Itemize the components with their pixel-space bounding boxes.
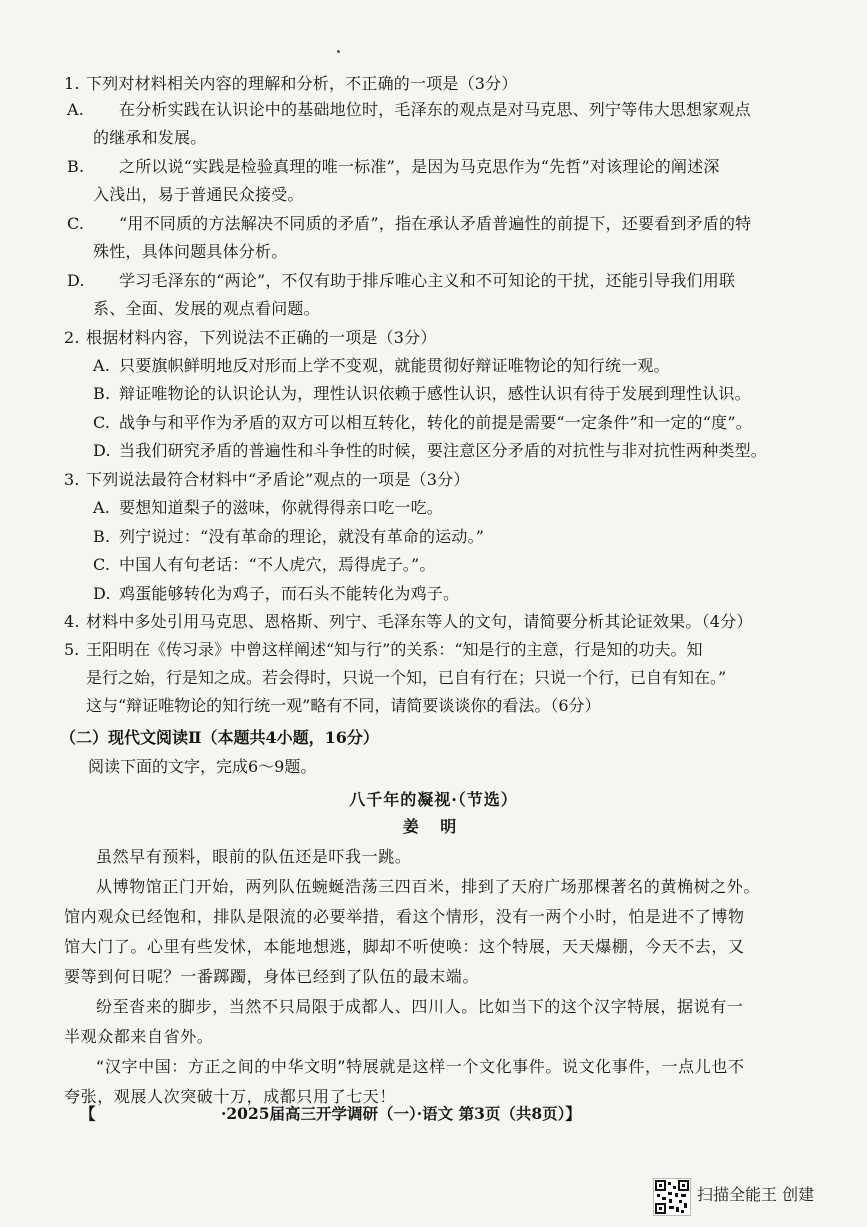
q2-option-a: [93, 352, 763, 380]
article-paragraph: [64, 872, 764, 992]
q2-option-c: [93, 409, 793, 437]
article-author: 姜 明: [402, 817, 465, 836]
question-number: 5.: [64, 640, 80, 659]
option-letter: D.: [67, 271, 85, 290]
question-2: [64, 324, 824, 352]
option-text-continued: 殊性，具体问题具体分析。: [93, 242, 288, 261]
question-number: 2.: [64, 328, 80, 347]
question-number: 3.: [64, 470, 80, 489]
option-text: 只要旗帜鲜明地反对形而上学不变观，就能贯彻好辩证唯物论的知行统一观。: [119, 356, 670, 375]
question-number: 1.: [64, 74, 80, 93]
paragraph-line: 从博物馆正门开始，两列队伍蜿蜒浩荡三四百米，排到了天府广场那棵著名的黄桷树之外。: [96, 877, 761, 896]
option-text: 学习毛泽东的“两论”，不仅有助于排斥唯心主义和不可知论的干扰，还能引导我们用联: [119, 271, 736, 290]
question-stem-line: 这与“辩证唯物论的知行统一观”略有不同，请简要谈谈你的看法。（6分）: [86, 696, 601, 715]
option-text: 中国人有句老话：“不人虎穴，焉得虎子。”。: [119, 555, 436, 574]
option-text: 战争与和平作为矛盾的双方可以相互转化，转化的前提是需要“一定条件”和一定的“度”。: [119, 413, 752, 432]
option-letter: A.: [93, 498, 111, 517]
option-text-continued: 系、全面、发展的观点看问题。: [93, 299, 320, 318]
paragraph-line: 纷至沓来的脚步，当然不只局限于成都人、四川人。比如当下的这个汉字特展，据说有一: [96, 997, 744, 1016]
option-text: 之所以说“实践是检验真理的唯一标准”，是因为马克思作为“先哲”对该理论的阐述深: [119, 157, 720, 176]
footer-text: ·2025届高三开学调研（一）·语文 第3页（共8页）】: [221, 1104, 581, 1123]
question-stem: 下列对材料相关内容的理解和分析，不正确的一项是（3分）: [86, 74, 518, 93]
question-number: 4.: [64, 612, 80, 631]
question-stem: 材料中多处引用马克思、恩格斯、列宁、毛泽东等人的文句，请简要分析其论证效果。（4分）: [86, 612, 753, 631]
article-paragraph: [64, 992, 764, 1052]
option-letter: B.: [67, 157, 85, 176]
q1-option-b: [67, 153, 779, 209]
option-letter: C.: [67, 214, 85, 233]
option-letter: C.: [93, 555, 111, 574]
question-stem: 下列说法最符合材料中“矛盾论”观点的一项是（3分）: [86, 470, 470, 489]
q3-option-d: [93, 580, 763, 608]
option-text: 当我们研究矛盾的普遍性和斗争性的时候，要注意区分矛盾的对抗性与非对抗性两种类型。: [119, 441, 768, 460]
paragraph-line: 虽然早有预料，眼前的队伍还是吓我一跳。: [96, 847, 412, 866]
q2-option-b: [93, 380, 763, 408]
option-letter: A.: [93, 356, 111, 375]
question-4: [64, 608, 824, 636]
option-text: 列宁说过：“没有革命的理论，就没有革命的运动。”: [119, 527, 485, 546]
option-text: 辩证唯物论的认识论认为，理性认识依赖于感性认识，感性认识有待于发展到理性认识。: [119, 384, 751, 403]
option-text-continued: 入浅出，易于普通民众接受。: [93, 185, 304, 204]
option-text: 在分析实践在认识论中的基础地位时，毛泽东的观点是对马克思、列宁等伟大思想家观点: [119, 100, 751, 119]
q3-option-b: [93, 523, 763, 551]
q1-option-c: [67, 210, 779, 266]
paragraph-line: “汉字中国：方正之间的中华文明”特展就是这样一个文化事件。说文化事件，一点儿也不: [96, 1057, 745, 1076]
option-letter: A.: [67, 100, 85, 119]
q3-option-a: [93, 494, 763, 522]
option-letter: D.: [93, 441, 111, 460]
question-stem-line: 王阳明在《传习录》中曾这样阐述“知与行”的关系：“知是行的主意，行是知的功夫。知: [86, 640, 703, 659]
option-letter: B.: [93, 384, 111, 403]
question-stem: 根据材料内容，下列说法不正确的一项是（3分）: [86, 328, 437, 347]
qr-code-icon: [653, 1178, 691, 1216]
article-paragraph: [64, 842, 764, 872]
footer-bracket: 【: [80, 1104, 96, 1123]
section-heading: （二）现代文阅读Ⅱ（本题共4小题，16分）: [60, 728, 379, 747]
scan-dot: [337, 50, 340, 53]
paragraph-line: 要等到何日呢？一番踯躅，身体已经到了队伍的最末端。: [64, 967, 480, 986]
option-text: “用不同质的方法解决不同质的矛盾”，指在承认矛盾普遍性的前提下，还要看到矛盾的特: [119, 214, 752, 233]
question-stem-line: 是行之始，行是知之成。若会得时，只说一个知，已自有行在；只说一个行，已自有知在。”: [86, 668, 727, 687]
q2-option-d: [93, 437, 793, 465]
option-text-continued: 的继承和发展。: [93, 128, 207, 147]
option-letter: D.: [93, 584, 111, 603]
option-letter: C.: [93, 413, 111, 432]
option-text: 要想知道梨子的滋味，你就得得亲口吃一吃。: [119, 498, 444, 517]
scanner-watermark-text: 扫描全能王 创建: [697, 1185, 815, 1204]
q1-option-d: [67, 267, 779, 323]
section-instructions: 阅读下面的文字，完成6～9题。: [88, 757, 317, 776]
option-text: 鸡蛋能够转化为鸡子，而石头不能转化为鸡子。: [119, 584, 460, 603]
question-1: [64, 70, 824, 98]
question-3: [64, 466, 824, 494]
paragraph-line: 馆大门了。心里有些发怵，本能地想逃，脚却不听使唤：这个特展，天天爆棚，今天不去，又: [64, 937, 745, 956]
q1-option-a: [67, 96, 779, 152]
article-title: 八千年的凝视·（节选）: [349, 790, 518, 809]
q3-option-c: [93, 551, 763, 579]
option-letter: B.: [93, 527, 111, 546]
question-5: [64, 636, 764, 720]
paragraph-line: 馆内观众已经饱和，排队是限流的必要举措，看这个情形，没有一两个小时，怕是进不了博物: [64, 907, 745, 926]
paragraph-line: 夸张，观展人次突破十万，成都只用了七天！: [64, 1087, 397, 1106]
paragraph-line: 半观众都来自省外。: [64, 1027, 214, 1046]
